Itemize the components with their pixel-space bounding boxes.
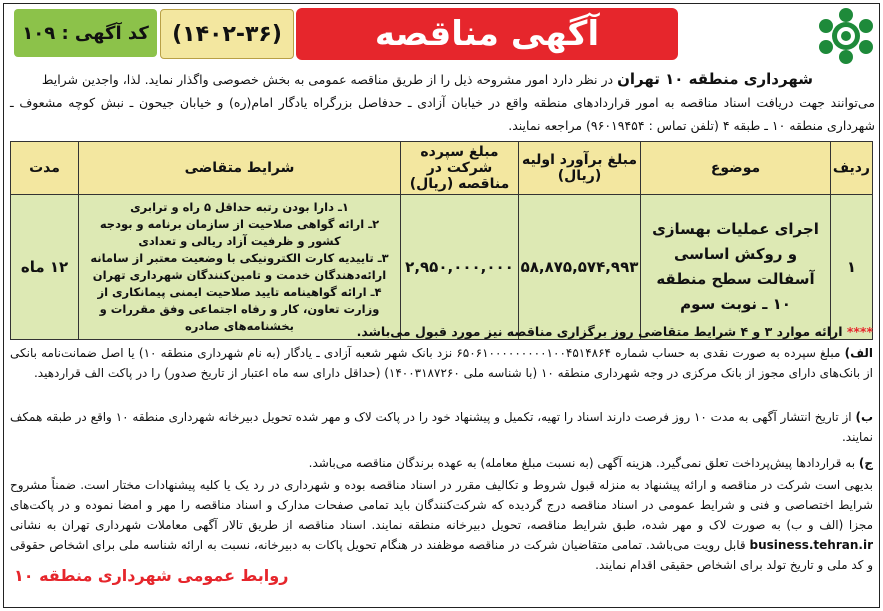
website-link[interactable]: business.tehran.ir [749, 538, 873, 552]
paragraph-alef-label: الف) [844, 346, 873, 360]
paragraph-jim-label: ج) [858, 456, 873, 470]
row-duration: ۱۲ ماه [11, 195, 79, 340]
tehran-municipality-logo-icon [817, 6, 875, 66]
closing-text-2: قابل رویت می‌باشد. تمامی متقاضیان شرکت در مناقصه موظفند در هنگام تحویل پاکات به دبیرخانه، نسبت به ارائه شناسه ملی برای اشخاص حقوقی و کد ملی و تاریخ تولد برای اشخاص حقیقی اقدام نمایند. [10, 538, 873, 572]
header-subject: موضوع [641, 142, 831, 195]
conditions-note [10, 322, 873, 342]
tender-table [10, 141, 873, 340]
paragraph-jim [10, 453, 873, 473]
row-subject: اجرای عملیات بهسازی و روکش اساسی آسفالت سطح منطقه ۱۰ ـ نوبت سوم [641, 195, 831, 340]
header-estimate: مبلغ برآورد اولیه (ریال) [519, 142, 641, 195]
row-index: ۱ [831, 195, 873, 340]
row-deposit: ۲,۹۵۰,۰۰۰,۰۰۰ [401, 195, 519, 340]
header-deposit: مبلغ سپرده شرکت در مناقصه (ریال) [401, 142, 519, 195]
table-row [11, 195, 873, 340]
header-row-index: ردیف [831, 142, 873, 195]
paragraph-be [10, 407, 873, 447]
intro-text-2: می‌توانند جهت دریافت اسناد مناقصه به امور قراردادهای منطقه واقع در خیابان آزادی ـ حدفاصل بزرگراه یادگار امام(ره) و خیابان جیحون ـ نبش کوچه مشعوف ـ شهرداری منطقه ۱۰ ـ طبقه ۴ (تلفن تماس : ۹۶۰۱۹۴۵۴) مراجعه نمایند. [10, 95, 875, 133]
condition-item: ۳ـ تاییدیه کارت الکترونیکی با وضعیت معتبر از سامانه ارائه‌دهندگان خدمت و تامین‌کنندگان شهرداری تهران [90, 251, 389, 282]
paragraph-closing [10, 475, 873, 575]
condition-item: ۱ـ دارا بودن رتبه حداقل ۵ راه و ترابری [130, 200, 349, 214]
row-estimate: ۵۸,۸۷۵,۵۷۴,۹۹۳ [519, 195, 641, 340]
public-relations-signature: روابط عمومی شهرداری منطقه ۱۰ [14, 566, 289, 585]
paragraph-alef-text: مبلغ سپرده به صورت نقدی به حساب شماره ۶۵۰۶۱۰۰۰۰۰۰۰۰۰۱۰۰۴۵۱۴۸۶۴ نزد بانک شهر شعبه آزادی ـ یادگار (به نام شهرداری منطقه ۱۰) یا اصل ضمانت‌نامه بانکی از بانک‌های دارای مجوز از بانک مرکزی در وجه شهرداری منطقه ۱۰ (با شناسه ملی ۱۴۰۰۳۱۸۷۲۶۰) (حداقل دارای سه ماه اعتبار از تاریخ صدور) را در پاکت الف قراردهید. [10, 346, 873, 380]
paragraph-jim-text: به قراردادها پیش‌پرداخت تعلق نمی‌گیرد. هزینه آگهی (به نسبت مبلغ معامله) به عهده برندگان مناقصه می‌باشد. [308, 456, 859, 470]
note-text: ارائه موارد ۳ و ۴ شرایط متقاضی روز برگزاری مناقصه نیز مورد قبول می‌باشد. [356, 324, 843, 339]
header-duration: مدت [11, 142, 79, 195]
ad-code-badge: کد آگهی : ۱۰۹ [14, 9, 157, 57]
condition-item: ۴ـ ارائه گواهینامه تایید صلاحیت ایمنی پیمانکاری از وزارت تعاون، کار و رفاه اجتماعی وفق مقررات و بخشنامه‌های صادره [97, 285, 382, 333]
paragraph-alef [10, 343, 873, 383]
header-conditions: شرایط متقاضی [79, 142, 401, 195]
note-stars: **** [846, 324, 873, 339]
closing-text: بدیهی است شرکت در مناقصه و ارائه پیشنهاد به منزله قبول شروط و تکالیف مقرر در اسناد مناقصه بوده و شهرداری در رد یک یا کلیه پیشنهادات مختار است. ضمناً مشروح شرایط اختصاصی و فنی و شرایط عمومی در اسناد مناقصه درج گردیده که شرکت‌کنندگان باید تمامی صفحات مدارک و اسناد مناقصه را مهر و امضا نموده و در پاکت‌های مجزا (الف و ب) به صورت لاک و مهر شده، طبق شرایط مناقصه، تحویل دبیرخانه منطقه نمایند. اسناد مناقصه از طریق تالار آگهی معاملات شهرداری تهران به نشانی [10, 478, 873, 532]
paragraph-be-text: از تاریخ انتشار آگهی به مدت ۱۰ روز فرصت دارند اسناد را تهیه، تکمیل و پیشنهاد خود را در پاکت لاک و مهر شده تحویل دبیرخانه شهرداری منطقه ۱۰ واقع در طبقه همکف نمایند. [10, 410, 873, 444]
row-conditions [79, 195, 401, 340]
intro-text-1: در نظر دارد امور مشروحه ذیل را از طریق مناقصه عمومی به بخش خصوصی واگذار نماید. لذا، واجدین شرایط [41, 72, 618, 87]
ad-number-badge: (۱۴۰۲-۳۶) [160, 9, 294, 59]
organization-name: شهرداری منطقه ۱۰ تهران [617, 70, 813, 88]
ad-title-banner: آگهی مناقصه [296, 8, 678, 60]
intro-line-1 [10, 68, 813, 91]
condition-item: ۲ـ ارائه گواهی صلاحیت از سازمان برنامه و بودجه کشور و ظرفیت آزاد ریالی و تعدادی [99, 217, 380, 248]
paragraph-be-label: ب) [855, 410, 874, 424]
table-header-row [11, 142, 873, 195]
